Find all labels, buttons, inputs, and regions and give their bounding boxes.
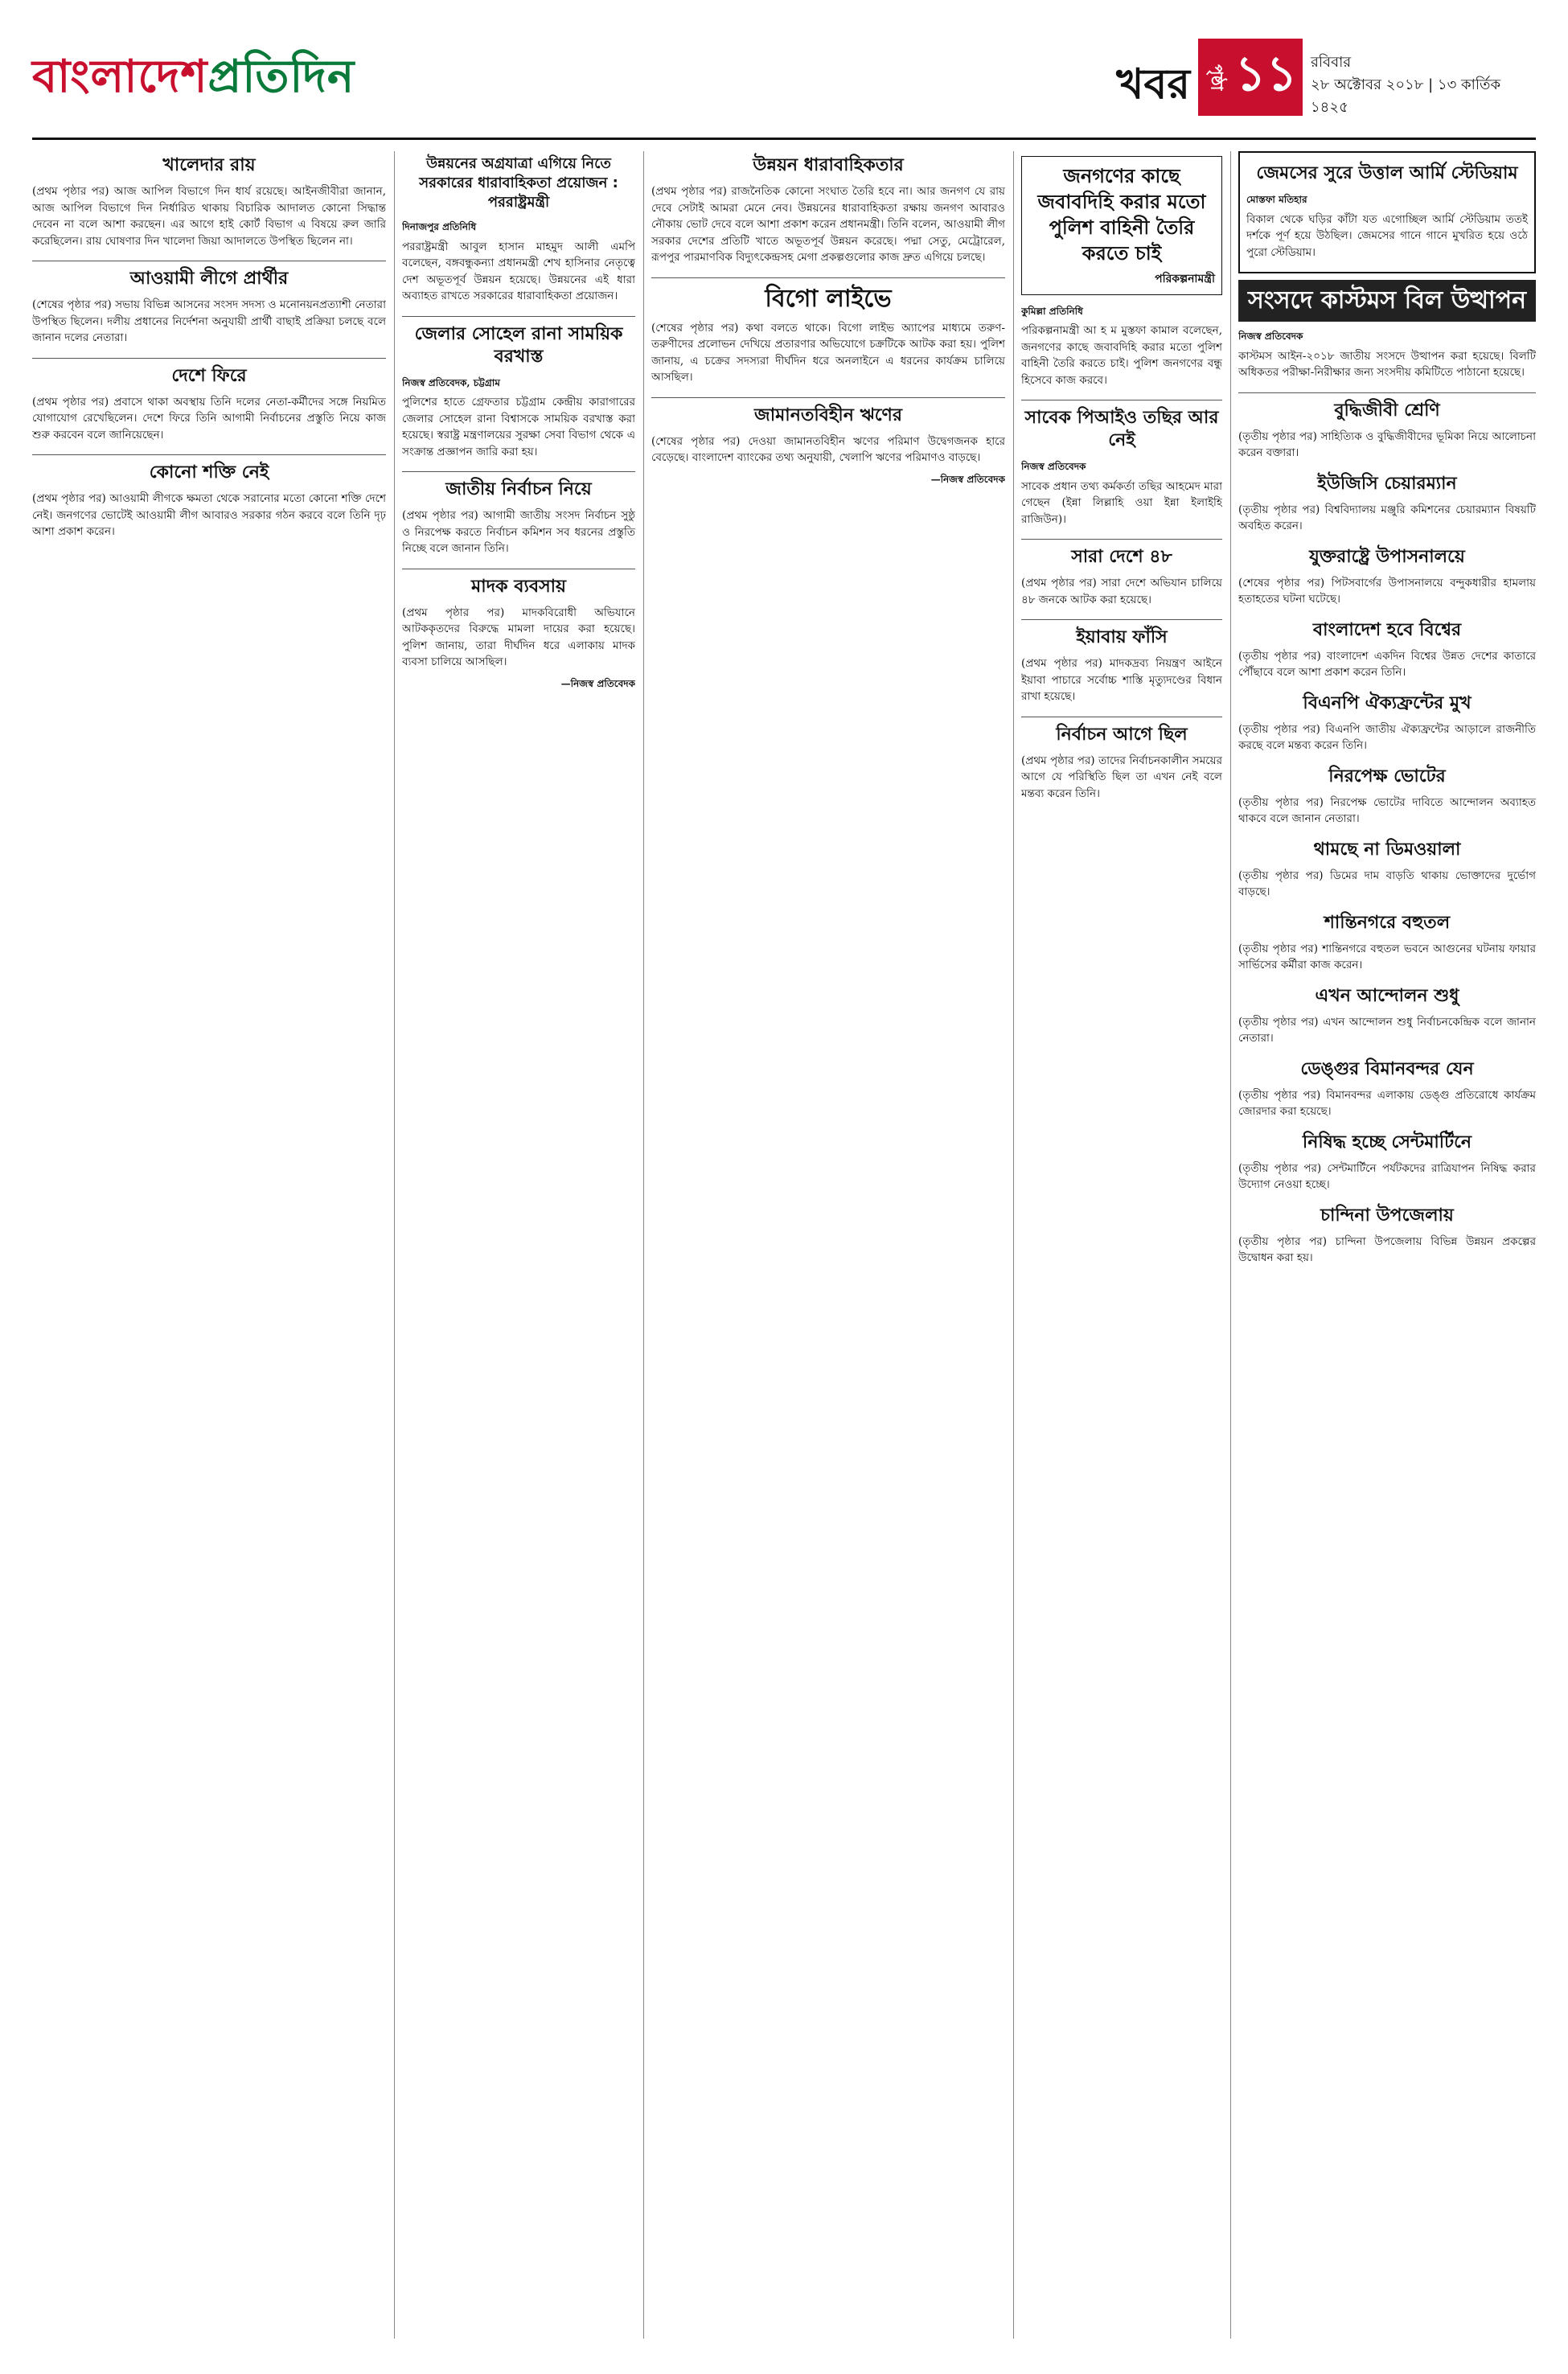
article-body: বিকাল থেকে ঘড়ির কাঁটা যত এগোচ্ছিল আর্মি স্টেডিয়াম ততই দর্শকে পূর্ণ হয়ে উঠছিল। জেমসের গানে গানে মুখরিত হয়ে ওঠে পুরো স্টেডিয়াম।	[1246, 212, 1528, 259]
page-label: পৃষ্ঠা	[1207, 64, 1227, 91]
section-title: খবর	[1116, 60, 1190, 109]
article-body: পুলিশের হাতে গ্রেফতার চট্টগ্রাম কেন্দ্রীয় কারাগারের জেলার সোহেল রানা বিশ্বাসকে সাময়িক বরখাস্ত করা হয়েছে। স্বরাষ্ট্র মন্ত্রণালয়ের সুরক্ষা সেবা বিভাগ থেকে এ সংক্রান্ত প্রজ্ঞাপন জারি করা হয়।	[402, 396, 635, 458]
masthead	[32, 19, 1536, 140]
article-body: (তৃতীয় পৃষ্ঠার পর) শান্তিনগরে বহুতল ভবনে আগুনের ঘটনায় ফায়ার সার্ভিসের কর্মীরা কাজ করেন।	[1238, 942, 1536, 971]
article[interactable]	[1238, 151, 1536, 273]
article[interactable]	[1238, 1205, 1536, 1267]
column-1	[32, 151, 386, 2339]
article[interactable]	[1021, 156, 1222, 388]
separator	[402, 471, 635, 472]
headline: জামানতবিহীন ঋণের	[754, 405, 902, 425]
article-body: সাবেক প্রধান তথ্য কর্মকর্তা তছির আহমেদ মারা গেছেন (ইন্না লিল্লাহি ওয়া ইন্না ইলাইহি রাজিউন)।	[1021, 479, 1222, 526]
headline: নির্বাচন আগে ছিল	[1056, 724, 1188, 745]
article-body: (শেষের পৃষ্ঠার পর) পিটসবার্গের উপাসনালয়ে বন্দুকধারীর হামলায় হতাহতের ঘটনা ঘটেছে।	[1238, 576, 1536, 606]
separator	[651, 397, 1005, 398]
headline: যুক্তরাষ্ট্রে উপাসনালয়ে	[1309, 546, 1465, 567]
article[interactable]	[1238, 400, 1536, 462]
byline: কুমিল্লা প্রতিনিধি	[1021, 305, 1083, 317]
article[interactable]	[1021, 407, 1222, 528]
separator	[1021, 539, 1222, 540]
article[interactable]	[402, 323, 635, 461]
article-body: (তৃতীয় পৃষ্ঠার পর) বিমানবন্দর এলাকায় ডেঙ্গু প্রতিরোধে কার্যক্রম জোরদার করা হয়েছে।	[1238, 1088, 1536, 1118]
column-2	[402, 151, 635, 2339]
headline: শান্তিনগরে বহুতল	[1324, 912, 1451, 933]
headline: ইউজিসি চেয়ারম্যান	[1317, 473, 1457, 494]
article[interactable]	[1238, 692, 1536, 754]
article-body: (তৃতীয় পৃষ্ঠার পর) চান্দিনা উপজেলায় বিভিন্ন উন্নয়ন প্রকল্পের উদ্বোধন করা হয়।	[1238, 1234, 1536, 1264]
headline: ডেঙ্গুর বিমানবন্দর যেন	[1300, 1058, 1474, 1079]
quote-box	[1021, 156, 1222, 295]
article[interactable]	[1021, 626, 1222, 705]
column-divider	[643, 151, 644, 2339]
separator	[402, 316, 635, 317]
article[interactable]	[1021, 546, 1222, 608]
article[interactable]	[1021, 724, 1222, 803]
column-divider	[1013, 151, 1014, 2339]
newspaper-logo[interactable]	[32, 42, 355, 117]
byline: নিজস্ব প্রতিবেদক, চট্টগ্রাম	[402, 376, 500, 388]
byline: নিজস্ব প্রতিবেদক	[1238, 331, 1303, 342]
separator	[1021, 619, 1222, 620]
headline: এখন আন্দোলন শুধু	[1315, 985, 1459, 1006]
headline: বুদ্ধিজীবী শ্রেণি	[1334, 400, 1440, 421]
separator	[32, 358, 386, 359]
headline: ইয়াবায় ফাঁসি	[1076, 627, 1168, 647]
article-body: (প্রথম পৃষ্ঠার পর) আগামী জাতীয় সংসদ নির্বাচন সুষ্ঠু ও নিরপেক্ষ করতে নির্বাচন কমিশন সব ধরনের প্রস্তুতি নিচ্ছে বলে জানান তিনি।	[402, 509, 635, 555]
article-body: (প্রথম পৃষ্ঠার পর) সারা দেশে অভিযান চালিয়ে ৪৮ জনকে আটক করা হয়েছে।	[1021, 577, 1222, 606]
date: ২৮ অক্টোবর ২০১৮ | ১৩ কার্তিক ১৪২৫	[1311, 76, 1501, 116]
article[interactable]	[32, 365, 386, 444]
headline: আওয়ামী লীগে প্রার্থীর	[129, 269, 289, 289]
article[interactable]	[651, 154, 1005, 266]
headline: উন্নয়ন ধারাবাহিকতার	[753, 155, 904, 175]
headline: সংসদে কাস্টমস বিল উত্থাপন	[1238, 280, 1536, 322]
headline: বিএনপি ঐক্যফ্রন্টের মুখ	[1303, 692, 1472, 713]
article[interactable]	[1238, 985, 1536, 1047]
article-body: (প্রথম পৃষ্ঠার পর) প্রবাসে থাকা অবস্থায় তিনি দলের নেতা-কর্মীদের সঙ্গে নিয়মিত যোগাযোগ রেখেছিলেন। দেশে ফিরে তিনি আগামী নির্বাচনের প্রস্তুতি নিয়ে কাজ শুরু করবেন বলে জানিয়েছেন।	[32, 395, 386, 442]
article[interactable]	[1238, 766, 1536, 828]
article-credit: —নিজস্ব প্রতিবেদক	[930, 473, 1005, 485]
headline: মাদক ব্যবসায়	[471, 576, 566, 597]
article-body: (তৃতীয় পৃষ্ঠার পর) সেন্টমার্টিনে পর্যটকদের রাত্রিযাপন নিষিদ্ধ করার উদ্যোগ নেওয়া হচ্ছে।	[1238, 1161, 1536, 1191]
article-body: (তৃতীয় পৃষ্ঠার পর) নিরপেক্ষ ভোটের দাবিতে আন্দোলন অব্যাহত থাকবে বলে জানান নেতারা।	[1238, 795, 1536, 825]
article[interactable]	[32, 268, 386, 347]
page-number-badge	[1198, 39, 1303, 116]
article-body: (শেষের পৃষ্ঠার পর) সভায় বিভিন্ন আসনের সংসদ সদস্য ও মনোনয়নপ্রত্যাশী নেতারা উপস্থিত ছিলেন। দলীয় প্রধানের নির্দেশনা অনুযায়ী প্রার্থী বাছাই প্রক্রিয়া চলছে বলে জানান দলের নেতারা।	[32, 298, 386, 344]
article[interactable]	[1238, 912, 1536, 974]
article[interactable]	[402, 154, 635, 305]
separator	[1238, 392, 1536, 393]
article-body: (প্রথম পৃষ্ঠার পর) আওয়ামী লীগকে ক্ষমতা থেকে সরানোর মতো কোনো শক্তি দেশে নেই। জনগণের ভোটেই আওয়ামী লীগ আবারও সরকার গঠন করবে বলে তিনি দৃঢ় আশা প্রকাশ করেন।	[32, 492, 386, 538]
article-body: (তৃতীয় পৃষ্ঠার পর) সাহিত্যিক ও বুদ্ধিজীবীদের ভূমিকা নিয়ে আলোচনা করেন বক্তারা।	[1238, 429, 1536, 459]
article-body: (তৃতীয় পৃষ্ঠার পর) বাংলাদেশ একদিন বিশ্বের উন্নত দেশের কাতারে পৌঁছাবে বলে আশা প্রকাশ করেন তিনি।	[1238, 649, 1536, 679]
headline: কোনো শক্তি নেই	[149, 462, 269, 483]
article[interactable]	[1238, 1058, 1536, 1120]
quote-source: পরিকল্পনামন্ত্রী	[1155, 273, 1215, 285]
article[interactable]	[32, 154, 386, 249]
article-credit: —নিজস্ব প্রতিবেদক	[560, 677, 635, 689]
byline: মোস্তফা মতিহার	[1246, 194, 1307, 205]
article-body: (তৃতীয় পৃষ্ঠার পর) ডিমের দাম বাড়তি থাকায় ভোক্তাদের দুর্ভোগ বাড়ছে।	[1238, 869, 1536, 898]
article[interactable]	[402, 478, 635, 557]
dateline	[1311, 51, 1536, 119]
quote-headline: জনগণের কাছে জবাবদিহি করার মতো পুলিশ বাহিনী তৈরি করতে চাই	[1037, 165, 1206, 265]
column-5	[1238, 151, 1536, 2339]
article-body: (শেষের পৃষ্ঠার পর) কথা বলতে থাকে। বিগো লাইভ অ্যাপের মাধ্যমে তরুণ-তরুণীদের প্রলোভন দেখিয়ে প্রতারণার অভিযোগে চক্রটিকে আটক করা হয়। পুলিশ জানায়, এ চক্রের সদস্যরা দীর্ঘদিন ধরে অনলাইনে এ ধরনের কার্যক্রম চালিয়ে আসছিল।	[651, 321, 1005, 384]
headline: উন্নয়নের অগ্রযাত্রা এগিয়ে নিতে সরকারের ধারাবাহিকতা প্রয়োজন : পররাষ্ট্রমন্ত্রী	[419, 155, 618, 211]
headline: জেলার সোহেল রানা সাময়িক বরখাস্ত	[414, 323, 623, 367]
column-4	[1021, 151, 1222, 2339]
column-divider	[1230, 151, 1231, 2339]
headline: নিষিদ্ধ হচ্ছে সেন্টমার্টিনে	[1302, 1132, 1472, 1152]
article[interactable]	[1238, 546, 1536, 608]
article-body: (প্রথম পৃষ্ঠার পর) তাদের নির্বাচনকালীন সময়ের আগে যে পরিস্থিতি ছিল তা এখন নেই বলে মন্তব্য করেন তিনি।	[1021, 754, 1222, 800]
headline: বাংলাদেশ হবে বিশ্বের	[1312, 619, 1462, 640]
article-body: পররাষ্ট্রমন্ত্রী আবুল হাসান মাহমুদ আলী এমপি বলেছেন, বঙ্গবন্ধুকন্যা প্রধানমন্ত্রী শেখ হাসিনার নেতৃত্বে দেশ অভূতপূর্ব উন্নয়ন হয়েছে। উন্নয়নের এই ধারা অব্যাহত রাখতে সরকারের ধারাবাহিকতা প্রয়োজন।	[402, 240, 635, 302]
separator	[32, 454, 386, 455]
headline: চান্দিনা উপজেলায়	[1320, 1205, 1454, 1226]
article[interactable]	[402, 576, 635, 692]
article-body: (শেষের পৃষ্ঠার পর) দেওয়া জামানতবিহীন ঋণের পরিমাণ উদ্বেগজনক হারে বেড়েছে। বাংলাদেশ ব্যাংকের তথ্য অনুযায়ী, খেলাপি ঋণের পরিমাণও বাড়ছে।	[651, 434, 1005, 464]
headline: নিরপেক্ষ ভোটের	[1328, 766, 1446, 787]
byline: দিনাজপুর প্রতিনিধি	[402, 221, 477, 232]
article[interactable]	[1238, 839, 1536, 901]
page-number: ১১	[1234, 46, 1298, 102]
headline: দেশে ফিরে	[171, 365, 247, 386]
article-body: (প্রথম পৃষ্ঠার পর) আজ আপিল বিভাগে দিন ধার্য রয়েছে। আইনজীবীরা জানান, আজ আপিল বিভাগে দিন নির্ধারিত থাকায় বিচারিক আদালত কোনো সিদ্ধান্ত দেবেন না বলে আশা করছেন। এর আগে হাই কোর্ট বিভাগ এ বিষয়ে রুল জারি করেছিলেন। রায় ঘোষণার দিন খালেদা জিয়া আদালতে উপস্থিত ছিলেন না।	[32, 185, 386, 248]
weekday: রবিবার	[1311, 54, 1352, 71]
brand-part1: বাংলাদেশ	[32, 51, 208, 103]
article-body: (তৃতীয় পৃষ্ঠার পর) বিশ্ববিদ্যালয় মঞ্জুরি কমিশনের চেয়ারম্যান বিষয়টি অবহিত করেন।	[1238, 503, 1536, 532]
article-body: (তৃতীয় পৃষ্ঠার পর) বিএনপি জাতীয় ঐক্যফ্রন্টের আড়ালে রাজনীতি করছে বলে মন্তব্য করেন তিনি।	[1238, 722, 1536, 752]
article[interactable]	[1238, 280, 1536, 381]
separator	[651, 277, 1005, 278]
column-divider	[394, 151, 395, 2339]
article-body: (তৃতীয় পৃষ্ঠার পর) এখন আন্দোলন শুধু নির্বাচনকেন্দ্রিক বলে জানান নেতারা।	[1238, 1015, 1536, 1045]
headline: জাতীয় নির্বাচন নিয়ে	[445, 479, 592, 499]
headline: জেমসের সুরে উত্তাল আর্মি স্টেডিয়াম	[1256, 163, 1518, 183]
article-body: কাস্টমস আইন-২০১৮ জাতীয় সংসদে উত্থাপন করা হয়েছে। বিলটি অধিকতর পরীক্ষা-নিরীক্ষার জন্য সংসদীয় কমিটিতে পাঠানো হয়েছে।	[1238, 349, 1536, 379]
article-body: পরিকল্পনামন্ত্রী আ হ ম মুস্তফা কামাল বলেছেন, জনগণের কাছে জবাবদিহি করার মতো পুলিশ বাহিনী তৈরি করতে চাই। পুলিশ জনগণের বন্ধু হিসেবে কাজ করবে।	[1021, 324, 1222, 387]
brand-part2: প্রতিদিন	[207, 51, 355, 103]
article-body: (প্রথম পৃষ্ঠার পর) রাজনৈতিক কোনো সংঘাত তৈরি হবে না। আর জনগণ যে রায় দেবে সেটাই আমরা মেনে নেব। উন্নয়নের ধারাবাহিকতা রক্ষায় জনগণ আবারও নৌকায় ভোট দেবে বলে আশা প্রকাশ করেন প্রধানমন্ত্রী। তিনি বলেন, আওয়ামী লীগ সরকার দেশের প্রতিটি খাতে অভূতপূর্ব উন্নয়ন করেছে। পদ্মা সেতু, মেট্রোরেল, রূপপুর পারমাণবিক বিদ্যুৎকেন্দ্রসহ মেগা প্রকল্পগুলোর কাজ দ্রুত এগিয়ে চলছে।	[651, 185, 1005, 264]
column-3	[651, 151, 1005, 2339]
article[interactable]	[1238, 619, 1536, 681]
headline: থামছে না ডিমওয়ালা	[1313, 839, 1461, 860]
article[interactable]	[651, 285, 1005, 386]
article-body: (প্রথম পৃষ্ঠার পর) মাদকবিরোধী অভিযানে আটককৃতদের বিরুদ্ধে মামলা দায়ের করা হয়েছে। পুলিশ জানায়, তারা দীর্ঘদিন ধরে এলাকায় মাদক ব্যবসা চালিয়ে আসছিল।	[402, 606, 635, 668]
headline: সারা দেশে ৪৮	[1071, 547, 1172, 567]
article[interactable]	[651, 405, 1005, 488]
article-body: (প্রথম পৃষ্ঠার পর) মাদকদ্রব্য নিয়ন্ত্রণ আইনে ইয়াবা পাচারে সর্বোচ্চ শাস্তি মৃত্যুদণ্ডের বিধান রাখা হয়েছে।	[1021, 657, 1222, 703]
article[interactable]	[32, 462, 386, 540]
article[interactable]	[1238, 473, 1536, 535]
headline: খালেদার রায়	[162, 155, 256, 175]
byline: নিজস্ব প্রতিবেদক	[1021, 461, 1086, 472]
article[interactable]	[1238, 1132, 1536, 1193]
headline: সাবেক পিআইও তছির আর নেই	[1024, 408, 1219, 450]
headline: বিগো লাইভে	[765, 284, 892, 313]
